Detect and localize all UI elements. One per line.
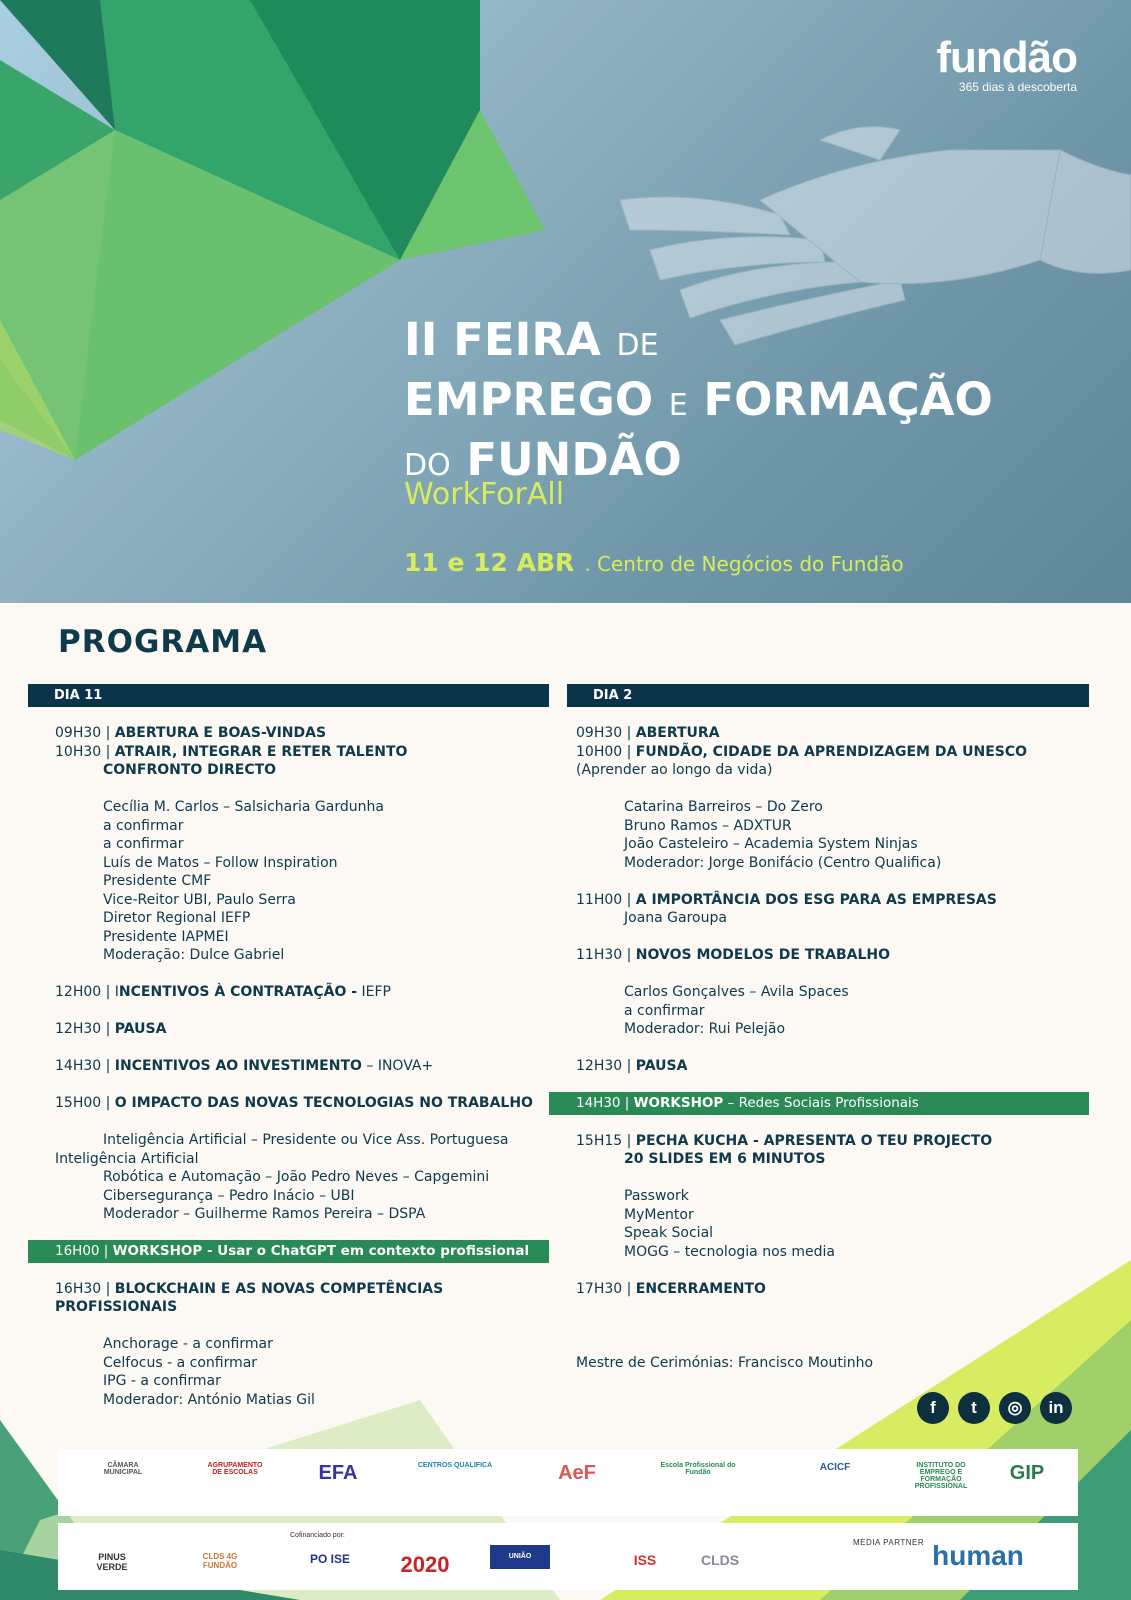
- title-line2-small: E: [668, 388, 688, 423]
- schedule-row: [576, 835, 1089, 854]
- schedule-row: [576, 1020, 1089, 1039]
- schedule-row: [55, 1298, 549, 1317]
- time-label: (Aprender ao longo da vida): [576, 762, 773, 778]
- speaker-line: MOGG – tecnologia nos media: [624, 1243, 835, 1260]
- schedule-row: [55, 1150, 549, 1169]
- schedule-row: [576, 1132, 1089, 1151]
- schedule-row: [55, 724, 549, 743]
- schedule-row: [55, 1391, 549, 1410]
- session-title: O IMPACTO DAS NOVAS TECNOLOGIAS NO TRABALHO: [114, 1095, 533, 1111]
- speaker-line: Cecília M. Carlos – Salsicharia Gardunha: [103, 799, 384, 815]
- clds-4g-fundao-logo: CLDS 4G FUNDÃO: [202, 1552, 238, 1570]
- workshop-row: [28, 1240, 549, 1263]
- schedule-row: [55, 983, 549, 1002]
- title-line3-big: FUNDÃO: [466, 433, 682, 486]
- session-title: ATRAIR, INTEGRAR E RETER TALENTO: [114, 743, 408, 760]
- human-logo: human: [932, 1540, 1024, 1571]
- agrupamento-escolas-logo: AGRUPAMENTO DE ESCOLAS: [207, 1462, 263, 1476]
- session-title: WORKSHOP - Usar o ChatGPT em contexto profissional: [112, 1243, 530, 1259]
- schedule-row: [55, 1205, 549, 1224]
- session-title: NOVOS MODELOS DE TRABALHO: [635, 947, 891, 963]
- schedule-row: [55, 854, 549, 873]
- speaker-line: Luís de Matos – Follow Inspiration: [103, 854, 338, 871]
- event-title: [404, 313, 993, 493]
- title-line3-small: DO: [404, 448, 451, 483]
- speaker-line: a confirmar: [624, 1002, 705, 1019]
- spacer: [55, 1002, 549, 1021]
- session-title: PAUSA: [635, 1058, 688, 1074]
- spacer: [576, 1261, 1089, 1280]
- facebook-icon[interactable]: f: [917, 1392, 949, 1424]
- session-title: FUNDÃO, CIDADE DA APRENDIZAGEM DA UNESCO: [635, 743, 1028, 760]
- speaker-line: Moderador: Rui Pelejão: [624, 1021, 786, 1037]
- time-label: 10H00 |: [576, 743, 636, 760]
- schedule-row: [55, 891, 549, 910]
- schedule-row: [55, 1280, 549, 1299]
- escola-profissional-logo: Escola Profissional do Fundão: [660, 1462, 736, 1476]
- schedule-row: [576, 891, 1089, 910]
- spacer: [576, 1113, 1089, 1132]
- title-line1-small: DE: [616, 328, 659, 363]
- efa-logo: EFA: [318, 1462, 358, 1484]
- centros-qualifica-logo: CENTROS QUALIFICA: [417, 1462, 493, 1469]
- time-label: 12H00 | I: [55, 984, 119, 1000]
- title-line1-big: II FEIRA: [404, 313, 601, 366]
- time-label: 15H00 |: [55, 1095, 115, 1111]
- time-label: 12H30 |: [576, 1058, 636, 1074]
- spacer: [55, 965, 549, 984]
- speaker-line: Cibersegurança – Pedro Inácio – UBI: [103, 1187, 355, 1204]
- speaker-line: a confirmar: [103, 817, 184, 834]
- speaker-line: Anchorage - a confirmar: [103, 1336, 273, 1352]
- day1-header: DIA 11: [28, 684, 549, 707]
- day2-schedule: [576, 724, 1089, 1372]
- session-title: PAUSA: [114, 1021, 167, 1037]
- session-title: ABERTURA: [635, 725, 720, 741]
- speaker-line: Carlos Gonçalves – Avila Spaces: [624, 984, 849, 1000]
- brand-tagline: 365 dias à descoberta: [958, 80, 1077, 94]
- schedule-row: [576, 946, 1089, 965]
- speaker-line: Joana Garoupa: [624, 910, 727, 926]
- pinus-verde-logo: PINUS VERDE: [96, 1552, 128, 1572]
- session-title: BLOCKCHAIN E AS NOVAS COMPETÊNCIAS: [114, 1280, 444, 1297]
- speaker-line: MyMentor: [624, 1206, 694, 1223]
- speaker-line: Celfocus - a confirmar: [103, 1354, 258, 1371]
- schedule-row: [55, 1335, 549, 1354]
- time-label: 11H30 |: [576, 947, 636, 963]
- speaker-line: Robótica e Automação – João Pedro Neves – Capgemini: [103, 1169, 490, 1185]
- spacer: [576, 1335, 1089, 1354]
- session-title: PECHA KUCHA - APRESENTA O TEU PROJECTO: [635, 1132, 993, 1149]
- schedule-row: [55, 909, 549, 928]
- spacer: [576, 1317, 1089, 1336]
- session-title: ENCERRAMENTO: [635, 1280, 766, 1297]
- speaker-line: Inteligência Artificial – Presidente ou Vice Ass. Portuguesa: [103, 1132, 509, 1148]
- time-label: 12H30 |: [55, 1021, 115, 1037]
- linkedin-icon[interactable]: in: [1040, 1392, 1072, 1424]
- time-label: 14H30 |: [55, 1058, 115, 1074]
- aef-logo: AeF: [558, 1462, 596, 1484]
- speaker-line: Vice-Reitor UBI, Paulo Serra: [103, 891, 296, 908]
- schedule-row: [576, 1243, 1089, 1262]
- event-venue: . Centro de Negócios do Fundão: [584, 552, 904, 576]
- schedule-row: [576, 817, 1089, 836]
- speaker-line: IPG - a confirmar: [103, 1373, 221, 1389]
- spacer: [55, 1261, 549, 1280]
- schedule-row: [576, 854, 1089, 873]
- spacer: [576, 780, 1089, 799]
- speaker-line: a confirmar: [103, 836, 184, 852]
- spacer: [55, 1113, 549, 1132]
- camara-municipal-logo: CÂMARA MUNICIPAL: [103, 1462, 143, 1476]
- schedule-row: [55, 1354, 549, 1373]
- uniao-europeia-logo: UNIÃO EUROPEIA: [490, 1545, 550, 1569]
- event-dates: [404, 548, 904, 577]
- time-label: 15H15 |: [576, 1132, 636, 1149]
- schedule-row: [55, 928, 549, 947]
- portugal-2020-logo: 2020: [400, 1552, 450, 1577]
- speaker-line: Speak Social: [624, 1225, 714, 1241]
- schedule-row: [55, 1372, 549, 1391]
- schedule-row: [55, 946, 549, 965]
- schedule-row: [576, 743, 1089, 762]
- schedule-row: [55, 1057, 549, 1076]
- speaker-line: Bruno Ramos – ADXTUR: [624, 817, 792, 834]
- clds-logo: CLDS: [700, 1552, 740, 1568]
- session-title: A IMPORTÂNCIA DOS ESG PARA AS EMPRESAS: [635, 891, 997, 908]
- schedule-row: [576, 1354, 1089, 1373]
- speaker-line: 20 SLIDES EM 6 MINUTOS: [624, 1151, 826, 1167]
- poise-logo: PO ISE: [309, 1552, 350, 1566]
- speaker-line: Diretor Regional IEFP: [103, 910, 251, 926]
- schedule-row: [576, 761, 1089, 780]
- spacer: [576, 965, 1089, 984]
- schedule-row: [576, 1002, 1089, 1021]
- time-label: Inteligência Artificial: [55, 1150, 199, 1167]
- schedule-row: [576, 1206, 1089, 1225]
- schedule-row: [55, 1168, 549, 1187]
- spacer: [55, 780, 549, 799]
- schedule-row: [576, 983, 1089, 1002]
- time-label: 09H30 |: [55, 725, 115, 741]
- schedule-row: [55, 1094, 549, 1113]
- schedule-row: [576, 724, 1089, 743]
- time-label: 09H30 |: [576, 725, 636, 741]
- session-suffix: – Redes Sociais Profissionais: [723, 1095, 919, 1111]
- speaker-line: CONFRONTO DIRECTO: [103, 762, 277, 778]
- day2-header: DIA 2: [567, 684, 1089, 707]
- schedule-row: [55, 835, 549, 854]
- programa-title: PROGRAMA: [58, 624, 268, 660]
- schedule-row: [576, 1150, 1089, 1169]
- session-suffix: IEFP: [357, 984, 391, 1000]
- instagram-icon[interactable]: ◎: [999, 1392, 1031, 1424]
- session-title: NCENTIVOS À CONTRATAÇÃO -: [118, 984, 358, 1000]
- cofinanciado-label: Cofinanciado por:: [290, 1532, 345, 1539]
- spacer: [55, 1039, 549, 1058]
- time-label: 16H00 |: [55, 1243, 113, 1259]
- schedule-row: [55, 798, 549, 817]
- schedule-row: [55, 1187, 549, 1206]
- spacer: [576, 1169, 1089, 1188]
- session-title: ABERTURA E BOAS-VINDAS: [114, 725, 327, 741]
- schedule-row: [576, 1224, 1089, 1243]
- schedule-row: [55, 761, 549, 780]
- spacer: [55, 1076, 549, 1095]
- title-line2-b: FORMAÇÃO: [703, 373, 993, 426]
- speaker-line: Moderador – Guilherme Ramos Pereira – DSPA: [103, 1206, 426, 1222]
- schedule-row: [55, 743, 549, 762]
- iefp-logo: INSTITUTO DO EMPREGO E FORMAÇÃO PROFISSIONAL: [914, 1462, 968, 1490]
- session-suffix: – INOVA+: [361, 1058, 434, 1074]
- brand-name: fundão: [936, 33, 1077, 82]
- acicf-logo: ACICF: [819, 1462, 851, 1473]
- time-label: 11H00 |: [576, 891, 636, 908]
- speaker-line: João Casteleiro – Academia System Ninjas: [624, 836, 918, 852]
- twitter-icon[interactable]: t: [958, 1392, 990, 1424]
- spacer: [576, 1039, 1089, 1058]
- speaker-line: Moderação: Dulce Gabriel: [103, 947, 285, 963]
- speaker-line: Presidente CMF: [103, 873, 212, 889]
- brand-logo: [936, 34, 1077, 94]
- schedule-row: [576, 909, 1089, 928]
- speaker-line: Passwork: [624, 1188, 689, 1204]
- speaker-line: Presidente IAPMEI: [103, 928, 229, 945]
- spacer: [576, 1298, 1089, 1317]
- time-label: 16H30 |: [55, 1280, 115, 1297]
- session-title: WORKSHOP: [633, 1095, 724, 1111]
- gip-logo: GIP: [1009, 1462, 1045, 1484]
- spacer: [55, 1317, 549, 1336]
- media-partner-label: MEDIA PARTNER: [853, 1538, 925, 1547]
- session-title: PROFISSIONAIS: [55, 1299, 178, 1315]
- schedule-row: [576, 1280, 1089, 1299]
- schedule-row: [576, 798, 1089, 817]
- speaker-line: Moderador: Jorge Bonifácio (Centro Qualifica): [624, 854, 942, 871]
- schedule-row: [55, 1131, 549, 1150]
- time-label: 14H30 |: [576, 1095, 634, 1111]
- time-label: 17H30 |: [576, 1280, 636, 1297]
- schedule-row: [576, 1057, 1089, 1076]
- speaker-line: Catarina Barreiros – Do Zero: [624, 799, 823, 815]
- time-label: 10H30 |: [55, 743, 115, 760]
- day1-schedule: [55, 724, 549, 1409]
- seguranca-social-logo: ISS: [633, 1552, 657, 1568]
- time-label: Mestre de Cerimónias: Francisco Moutinho: [576, 1354, 874, 1371]
- schedule-row: [55, 872, 549, 891]
- schedule-row: [55, 817, 549, 836]
- spacer: [576, 928, 1089, 947]
- speaker-line: Moderador: António Matias Gil: [103, 1391, 315, 1408]
- session-title: INCENTIVOS AO INVESTIMENTO: [114, 1058, 362, 1074]
- event-date-range: 11 e 12 ABR: [404, 548, 575, 577]
- hero-banner: [0, 0, 1131, 603]
- title-line2-a: EMPREGO: [404, 373, 654, 426]
- event-subtitle: WorkForAll: [404, 477, 565, 512]
- schedule-row: [55, 1020, 549, 1039]
- schedule-row: [576, 1187, 1089, 1206]
- spacer: [576, 872, 1089, 891]
- workshop-row: [549, 1092, 1089, 1115]
